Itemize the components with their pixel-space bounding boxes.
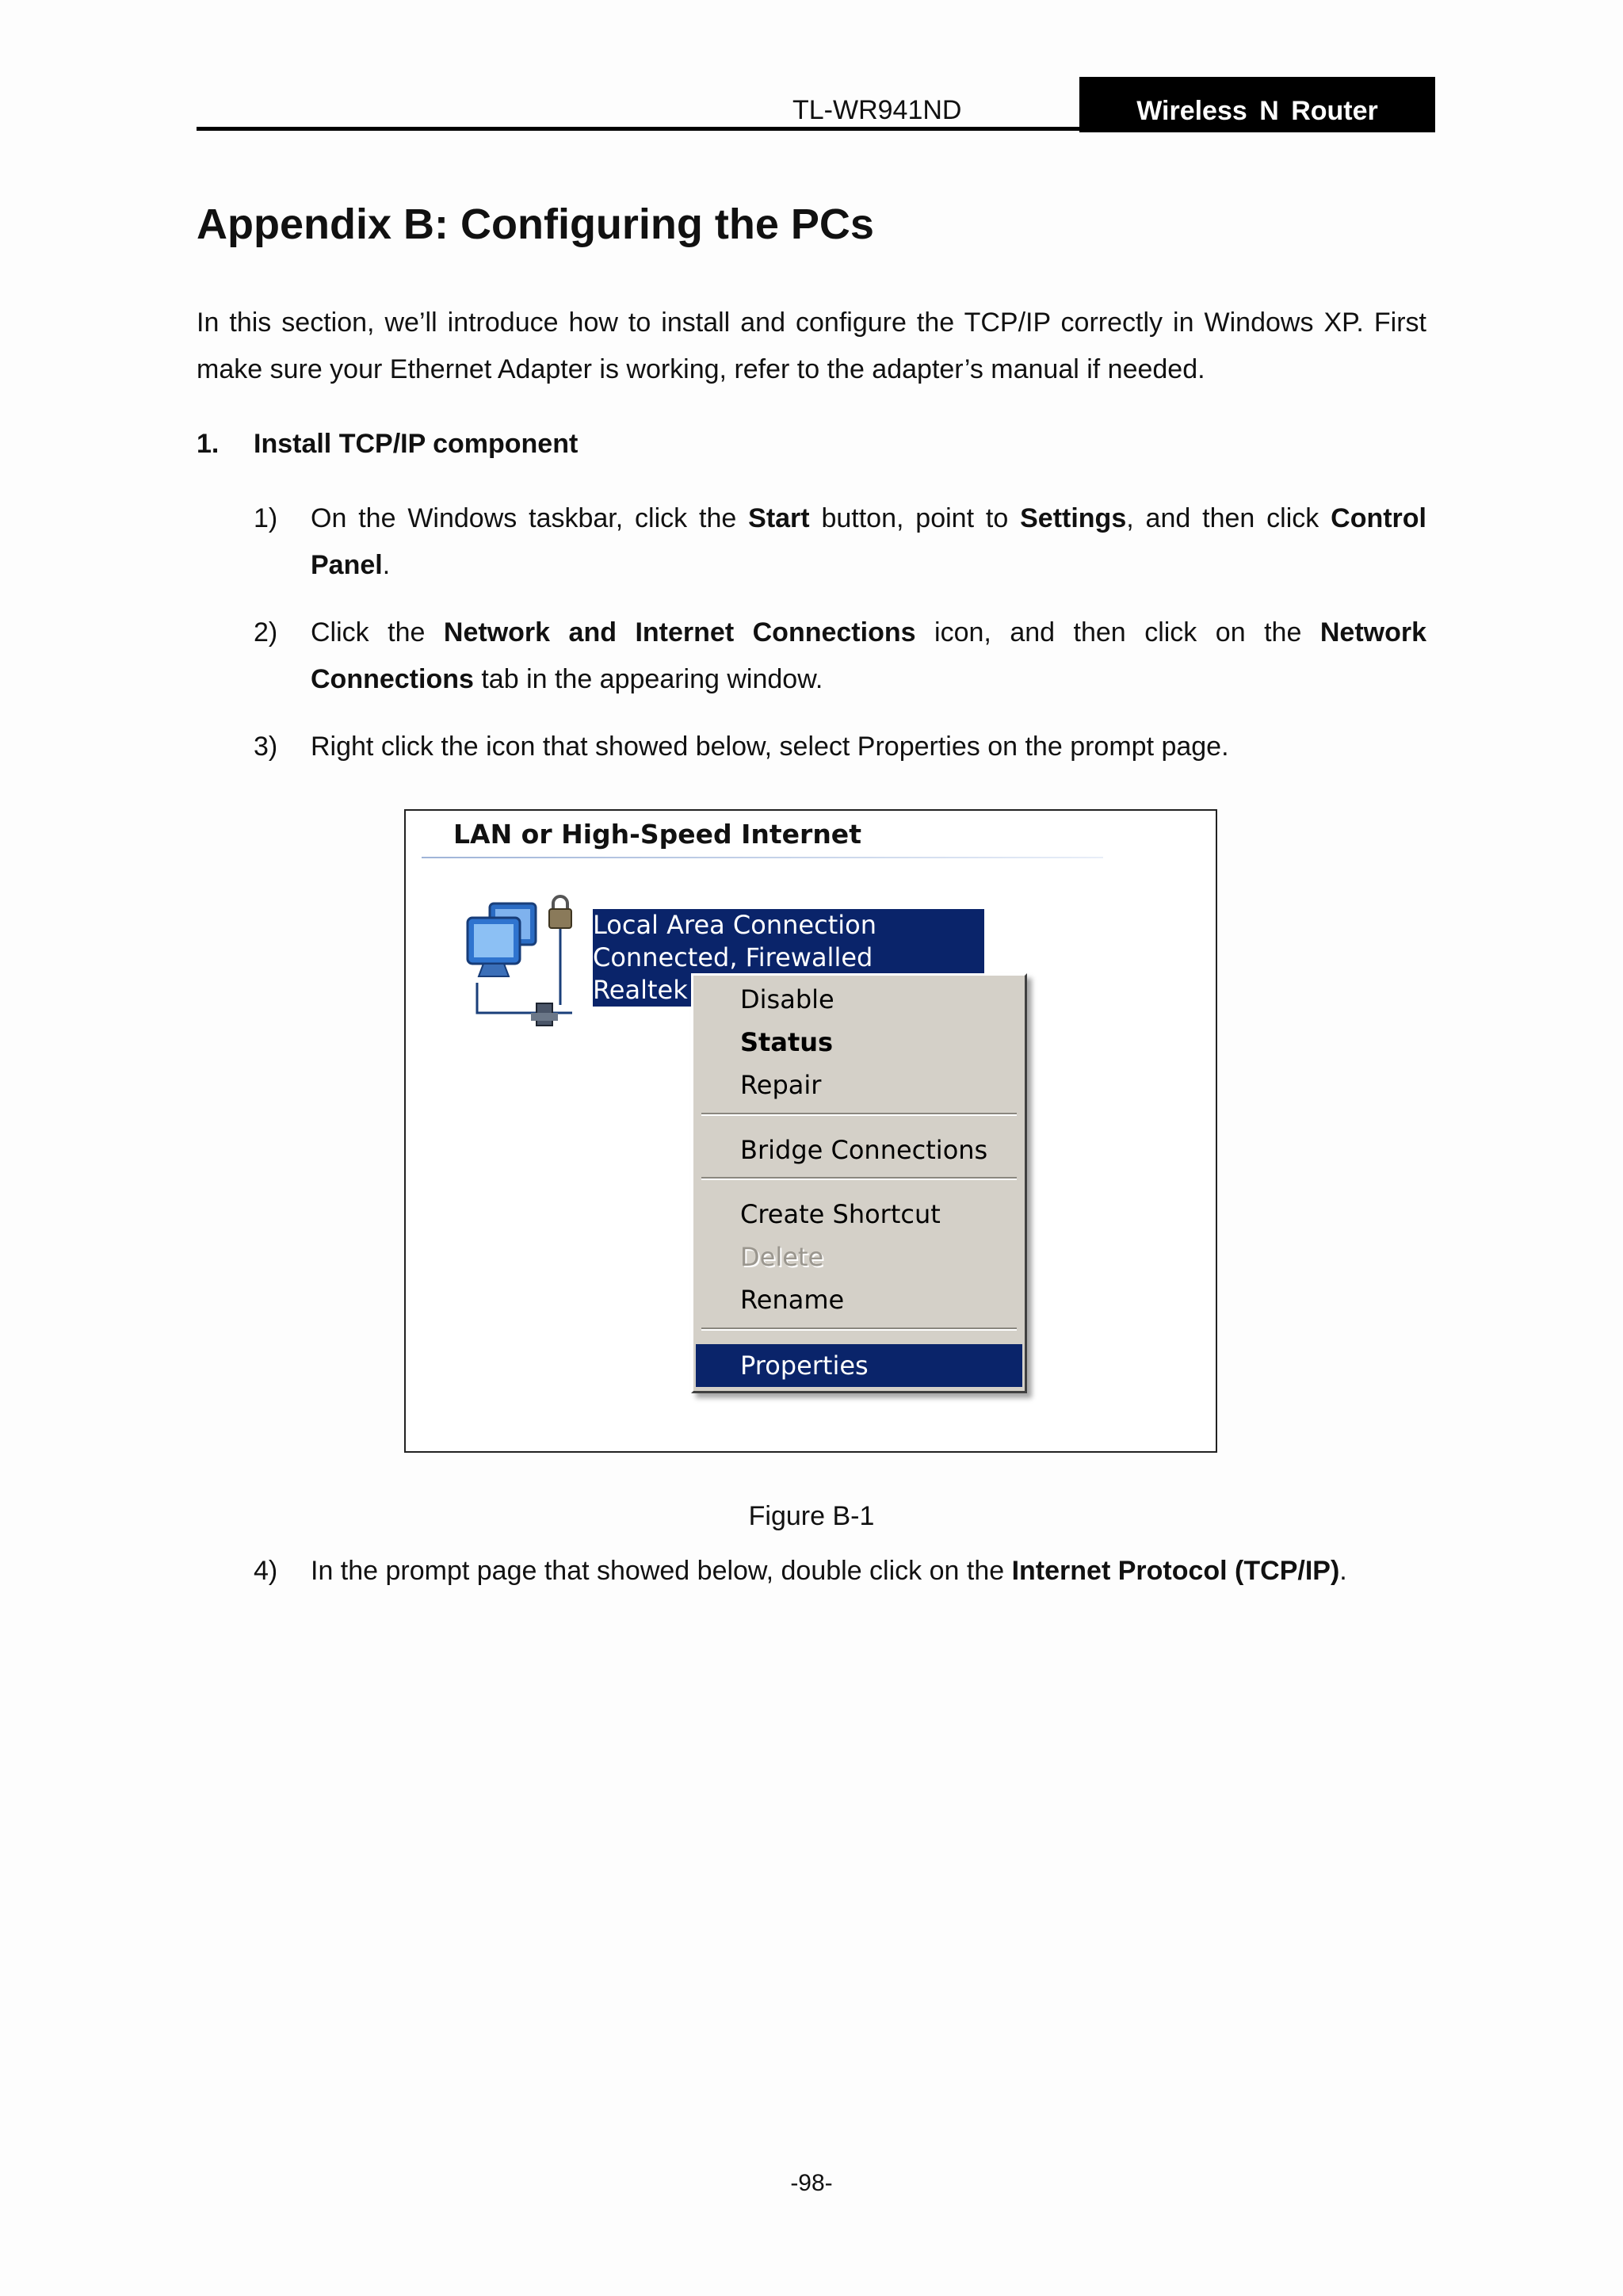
connection-name[interactable]: Local Area Connection bbox=[593, 910, 876, 940]
menu-item-status[interactable]: Status bbox=[740, 1027, 834, 1057]
figure-heading-rule bbox=[422, 857, 1103, 858]
menu-separator bbox=[701, 1113, 1017, 1116]
step-4-number: 4) bbox=[254, 1556, 278, 1586]
menu-item-create-shortcut[interactable]: Create Shortcut bbox=[740, 1199, 941, 1229]
header-product: Wireless N Router bbox=[1136, 96, 1378, 126]
menu-item-rename[interactable]: Rename bbox=[740, 1285, 845, 1315]
page-number: -98- bbox=[790, 2170, 833, 2196]
connection-device[interactable]: Realtek bbox=[593, 975, 688, 1005]
connection-status[interactable]: Connected, Firewalled bbox=[593, 942, 873, 972]
menu-item-delete: Delete bbox=[740, 1242, 824, 1272]
page-title: Appendix B: Configuring the PCs bbox=[197, 201, 874, 248]
step-4-text: In the prompt page that showed below, double click on the Internet Protocol (TCP/IP). bbox=[311, 1556, 1347, 1586]
intro-paragraph: In this section, we’ll introduce how to install and configure the TCP/IP correctly in Windows XP. First make sure your Ethernet Adapter is working, refer to the adapter’s manual if needed. bbox=[197, 308, 1426, 384]
header-rule bbox=[197, 127, 1435, 131]
header-model: TL-WR941ND bbox=[792, 95, 962, 125]
step-3-text: Right click the icon that showed below, select Properties on the prompt page. bbox=[311, 732, 1229, 762]
step-2-text: Click the Network and Internet Connections icon, and then click on the Network Connections tab in the appearing window. bbox=[311, 617, 1426, 694]
menu-item-bridge-connections[interactable]: Bridge Connections bbox=[740, 1135, 988, 1165]
figure-section-heading: LAN or High-Speed Internet bbox=[453, 819, 861, 850]
step-1-number: 1) bbox=[254, 503, 278, 533]
step-1-text: On the Windows taskbar, click the Start button, point to Settings, and then click Control Panel. bbox=[311, 503, 1426, 580]
menu-item-repair[interactable]: Repair bbox=[740, 1070, 822, 1100]
figure-caption: Figure B-1 bbox=[748, 1501, 875, 1531]
network-connection-icon[interactable] bbox=[461, 894, 580, 1037]
menu-separator bbox=[701, 1177, 1017, 1180]
lock-icon bbox=[549, 896, 571, 928]
menu-separator bbox=[701, 1328, 1017, 1331]
menu-item-disable[interactable]: Disable bbox=[740, 984, 834, 1014]
figure-screenshot bbox=[404, 809, 1217, 1453]
context-menu bbox=[691, 973, 1027, 1393]
section-number: 1. bbox=[197, 429, 220, 459]
menu-item-properties[interactable]: Properties bbox=[696, 1344, 1022, 1387]
section-title: Install TCP/IP component bbox=[254, 429, 579, 459]
step-2-number: 2) bbox=[254, 617, 278, 648]
header-product-box bbox=[1079, 77, 1435, 132]
step-3-number: 3) bbox=[254, 732, 278, 762]
